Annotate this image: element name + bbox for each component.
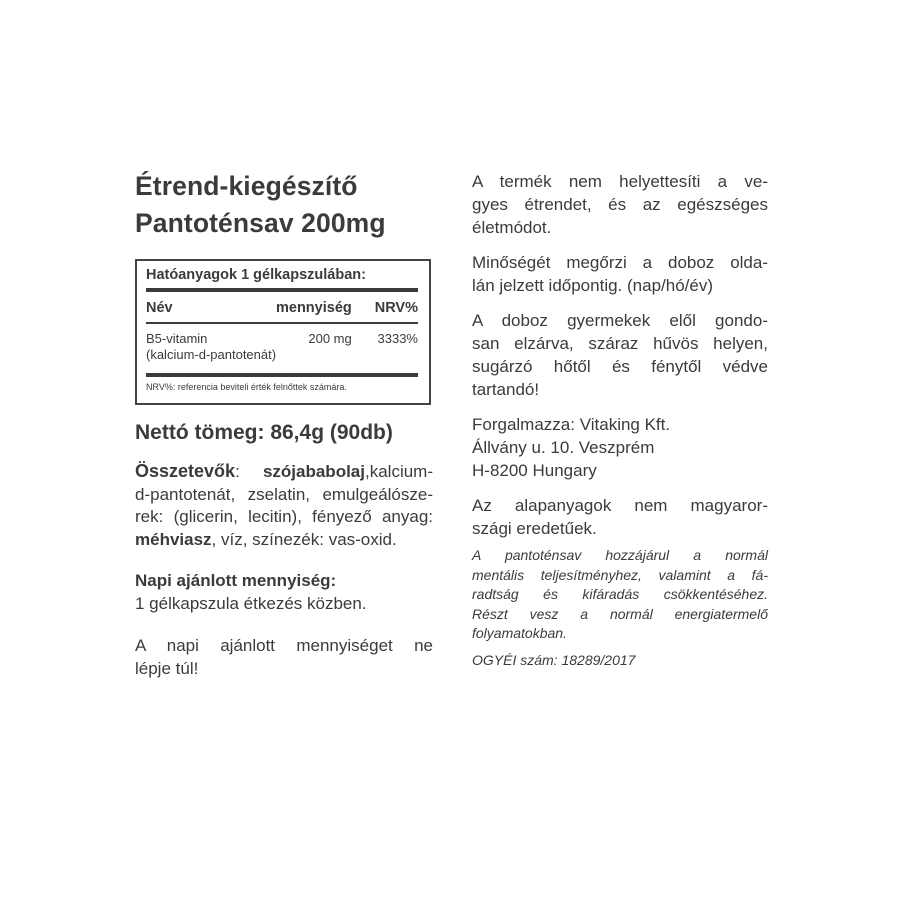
health-claim-line-3: radtság és kifáradás csökkentéséhez. [472,586,768,602]
distributor [472,413,768,482]
ingredient-amount: 200 mg [308,331,352,346]
title-line-1: Étrend-kiegészítő [135,171,358,201]
column-header-name: Név [146,300,173,316]
ingredients-colon: : [235,462,240,481]
net-weight: Nettó tömeg: 86,4g (90db) [135,421,393,444]
ingredients-line-2: d-pantotenát, zselatin, emulgeálósze- [135,484,433,504]
table-header [146,300,418,317]
daily-dose [135,570,433,615]
divider [146,322,418,324]
ingredient-name: B5-vitamin [146,331,208,346]
right-column [472,170,768,670]
daily-dose-heading: Napi ajánlott mennyiség: [135,571,337,590]
distributor-address: Állvány u. 10. Veszprém [472,438,655,457]
daily-dose-text: 1 gélkapszula étkezés közben. [135,593,367,613]
product-title [135,168,433,242]
storage-line-4: tartandó! [472,380,540,399]
storage-line-2: san elzárva, száraz hűvös helyen, [472,334,768,353]
divider [146,288,418,292]
nrv-footnote: NRV%: referencia beviteli érték felnőttek számára. [146,382,347,392]
best-before-notice [472,251,768,297]
storage-line-1: A doboz gyermekek elől gondo- [472,311,768,330]
active-ingredients-heading: Hatóanyagok 1 gélkapszulában: [146,267,366,283]
health-claim-line-4: Részt vesz a normál energiatermelő [472,605,768,622]
ingredients-label: Összetevők [135,461,236,481]
active-ingredients-box [135,259,431,405]
health-claim-line-1: A pantoténsav hozzájárul a normál [472,547,768,563]
diet-notice [472,170,768,239]
left-column [135,168,433,680]
dose-warning-line-1: A napi ajánlott mennyiséget ne [135,636,433,655]
origin-line-1: Az alapanyagok nem magyaror- [472,496,768,515]
ingredient-soybean-oil: szójababolaj [262,462,365,481]
health-claim-line-5: folyamatokban. [472,625,567,641]
column-header-nrv: NRV% [374,300,418,316]
origin-notice [472,494,768,540]
ingredients-text-2: , víz, színezék: vas-oxid. [211,529,397,549]
ingredients-line-3: rek: (glicerin, lecitin), fényező anyag: [135,507,433,526]
ingredients-text-1: ,kalcium- [364,462,433,481]
distributor-name: Forgalmazza: Vitaking Kft. [472,415,671,434]
dose-warning [135,635,433,680]
diet-notice-line-3: életmódot. [472,218,552,237]
table-row [146,331,418,347]
health-claim [472,546,768,644]
dose-warning-line-2: lépje túl! [135,658,199,678]
ogyei-number: OGYÉI szám: 18289/2017 [472,651,636,668]
origin-line-2: szági eredetűek. [472,519,597,538]
diet-notice-line-1: A termék nem helyettesíti a ve- [472,172,768,191]
ingredient-nrv: 3333% [377,331,418,346]
storage-notice [472,309,768,401]
ingredient-sub-name: (kalcium-d-pantotenát) [146,347,277,362]
distributor-postcode: H-8200 Hungary [472,461,597,480]
divider [146,373,418,377]
ingredient-beeswax: méhviasz [135,529,212,549]
storage-line-3: sugárzó hőtől és fénytől védve [472,357,768,376]
column-header-amount: mennyiség [275,300,352,316]
diet-notice-line-2: gyes étrendet, és az egészséges [472,195,768,214]
title-line-2: Pantoténsav 200mg [135,208,386,238]
health-claim-line-2: mentális teljesítményhez, valamint a fá- [472,566,768,583]
best-before-line-1: Minőségét megőrzi a doboz olda- [472,253,768,272]
ingredients [135,460,433,551]
best-before-line-2: lán jelzett időpontig. (nap/hó/év) [472,276,713,295]
